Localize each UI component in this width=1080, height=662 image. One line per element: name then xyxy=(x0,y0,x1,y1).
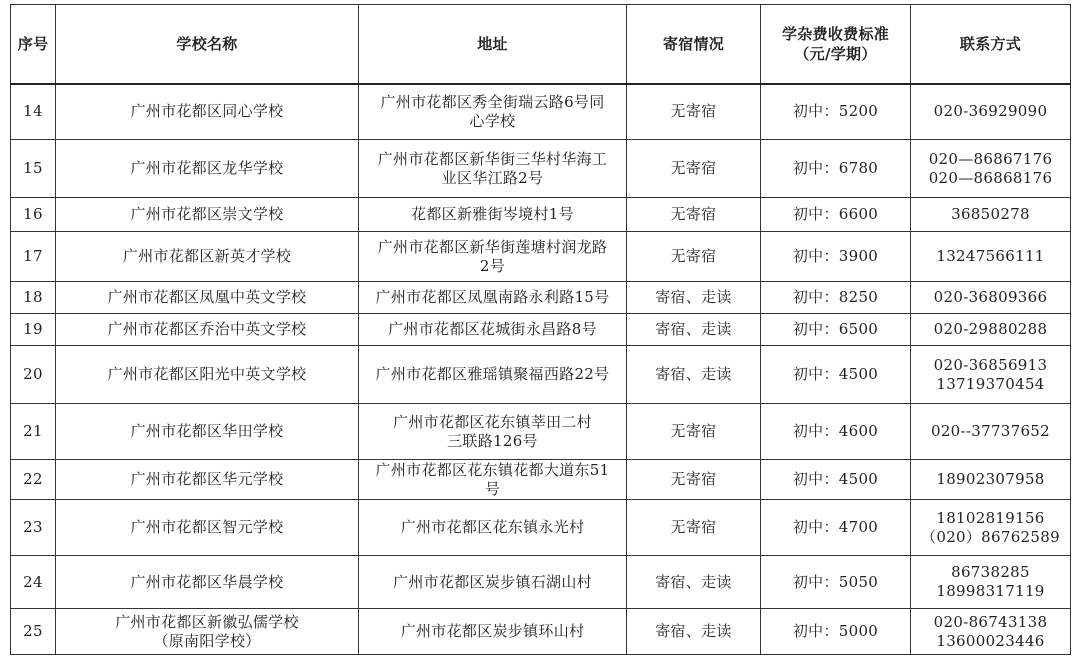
table-row xyxy=(11,84,1071,140)
header-row xyxy=(11,5,1071,84)
cell-no: 19 xyxy=(11,314,56,346)
cell-school-name: 广州市花都区阳光中英文学校 xyxy=(56,346,359,404)
cell-address: 广州市花都区秀全街瑞云路6号同 心学校 xyxy=(359,84,627,140)
table-row xyxy=(11,140,1071,198)
cell-boarding: 寄宿、走读 xyxy=(627,314,761,346)
cell-school-name: 广州市花都区乔治中英文学校 xyxy=(56,314,359,346)
cell-school-name: 广州市花都区同心学校 xyxy=(56,84,359,140)
cell-fee: 初中：6600 xyxy=(761,198,911,232)
header-address: 地址 xyxy=(359,5,627,84)
cell-no: 16 xyxy=(11,198,56,232)
cell-contact: 020-36929090 xyxy=(911,84,1071,140)
cell-contact: 020-86743138 13600023446 xyxy=(911,609,1071,655)
cell-boarding: 无寄宿 xyxy=(627,500,761,556)
cell-school-name: 广州市花都区崇文学校 xyxy=(56,198,359,232)
cell-boarding: 无寄宿 xyxy=(627,84,761,140)
cell-contact: 020—86867176 020—86868176 xyxy=(911,140,1071,198)
cell-contact: 020-36809366 xyxy=(911,282,1071,314)
cell-fee: 初中：5000 xyxy=(761,609,911,655)
cell-contact: 18102819156 （020）86762589 xyxy=(911,500,1071,556)
table-row xyxy=(11,198,1071,232)
cell-fee: 初中：8250 xyxy=(761,282,911,314)
cell-no: 17 xyxy=(11,232,56,282)
cell-boarding: 寄宿、走读 xyxy=(627,346,761,404)
cell-school-name: 广州市花都区凤凰中英文学校 xyxy=(56,282,359,314)
cell-address: 广州市花都区新华街莲塘村润龙路 2号 xyxy=(359,232,627,282)
cell-fee: 初中：6500 xyxy=(761,314,911,346)
cell-no: 20 xyxy=(11,346,56,404)
header-fee-line1: 学杂费收费标准 xyxy=(781,24,890,43)
cell-boarding: 无寄宿 xyxy=(627,140,761,198)
address-clip: 广州市花都区花东镇花都大道东51 号 xyxy=(375,460,610,498)
cell-contact: 13247566111 xyxy=(911,232,1071,282)
cell-address: 广州市花都区花东镇莘田二村 三联路126号 xyxy=(359,404,627,460)
cell-contact: 020--37737652 xyxy=(911,404,1071,460)
cell-boarding: 无寄宿 xyxy=(627,404,761,460)
header-fee xyxy=(761,5,911,84)
header-no: 序号 xyxy=(11,5,56,84)
cell-contact: 020-29880288 xyxy=(911,314,1071,346)
cell-school-name: 广州市花都区华晨学校 xyxy=(56,556,359,609)
table-row xyxy=(11,314,1071,346)
cell-contact: 18902307958 xyxy=(911,460,1071,500)
cell-boarding: 无寄宿 xyxy=(627,460,761,500)
cell-boarding: 寄宿、走读 xyxy=(627,609,761,655)
cell-fee: 初中：4600 xyxy=(761,404,911,460)
cell-boarding: 无寄宿 xyxy=(627,232,761,282)
cell-fee: 初中：4500 xyxy=(761,460,911,500)
cell-address: 广州市花都区新华街三华村华海工 业区华江路2号 xyxy=(359,140,627,198)
header-contact: 联系方式 xyxy=(911,5,1071,84)
cell-school-name: 广州市花都区华元学校 xyxy=(56,460,359,500)
cell-no: 25 xyxy=(11,609,56,655)
table-row xyxy=(11,404,1071,460)
cell-address: 广州市花都区雅瑶镇聚福西路22号 xyxy=(359,346,627,404)
school-fee-table xyxy=(10,4,1071,655)
table-row xyxy=(11,460,1071,500)
cell-fee: 初中：4500 xyxy=(761,346,911,404)
cell-address: 广州市花都区凤凰南路永利路15号 xyxy=(359,282,627,314)
cell-address: 广州市花都区炭步镇环山村 xyxy=(359,609,627,655)
cell-address: 花都区新雅街岑境村1号 xyxy=(359,198,627,232)
cell-address: 广州市花都区炭步镇石湖山村 xyxy=(359,556,627,609)
cell-fee: 初中：6780 xyxy=(761,140,911,198)
header-fee-line2: （元/学期） xyxy=(794,44,877,63)
cell-boarding: 无寄宿 xyxy=(627,198,761,232)
cell-no: 14 xyxy=(11,84,56,140)
cell-school-name: 广州市花都区新徽弘儒学校 （原南阳学校） xyxy=(56,609,359,655)
table-row xyxy=(11,282,1071,314)
cell-no: 15 xyxy=(11,140,56,198)
cell-school-name: 广州市花都区智元学校 xyxy=(56,500,359,556)
cell-contact: 36850278 xyxy=(911,198,1071,232)
cell-school-name: 广州市花都区新英才学校 xyxy=(56,232,359,282)
cell-school-name: 广州市花都区龙华学校 xyxy=(56,140,359,198)
header-school-name: 学校名称 xyxy=(56,5,359,84)
cell-fee: 初中：5050 xyxy=(761,556,911,609)
table-row xyxy=(11,232,1071,282)
cell-no: 24 xyxy=(11,556,56,609)
cell-boarding: 寄宿、走读 xyxy=(627,282,761,314)
cell-address: 广州市花都区花东镇永光村 xyxy=(359,500,627,556)
cell-school-name: 广州市花都区华田学校 xyxy=(56,404,359,460)
cell-address xyxy=(359,460,627,500)
cell-fee: 初中：4700 xyxy=(761,500,911,556)
cell-no: 23 xyxy=(11,500,56,556)
cell-fee: 初中：5200 xyxy=(761,84,911,140)
cell-address: 广州市花都区花城街永昌路8号 xyxy=(359,314,627,346)
cell-contact: 020-36856913 13719370454 xyxy=(911,346,1071,404)
table-row xyxy=(11,609,1071,655)
cell-no: 21 xyxy=(11,404,56,460)
table-row xyxy=(11,346,1071,404)
header-boarding: 寄宿情况 xyxy=(627,5,761,84)
table-row xyxy=(11,500,1071,556)
cell-fee: 初中：3900 xyxy=(761,232,911,282)
table-row xyxy=(11,556,1071,609)
cell-no: 18 xyxy=(11,282,56,314)
cell-contact: 86738285 18998317119 xyxy=(911,556,1071,609)
cell-boarding: 寄宿、走读 xyxy=(627,556,761,609)
cell-no: 22 xyxy=(11,460,56,500)
